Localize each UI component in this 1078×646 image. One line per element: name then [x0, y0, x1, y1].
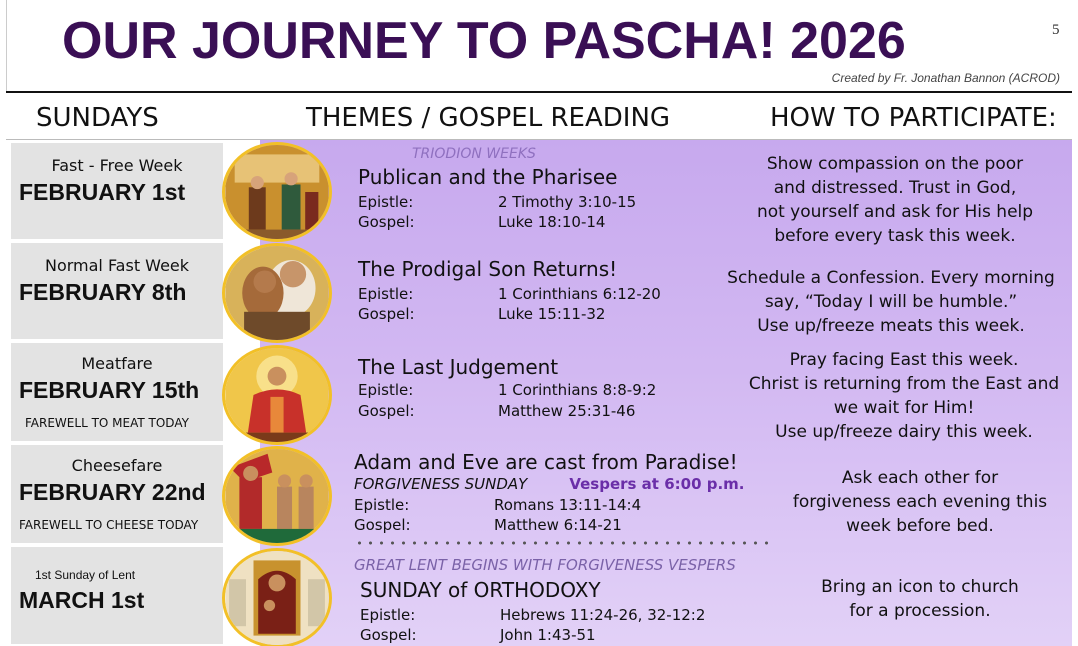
week-theme: The Prodigal Son Returns! [358, 257, 618, 281]
epistle-reading [358, 284, 661, 304]
gospel-label: Gospel: [358, 305, 415, 323]
participate-line: Use up/freeze meats this week. [757, 316, 1025, 336]
epistle-label: Epistle: [358, 193, 414, 211]
epistle-reading [358, 380, 656, 400]
gospel-ref: Matthew 25:31-46 [498, 402, 636, 420]
week-theme: SUNDAY of ORTHODOXY [360, 578, 601, 602]
participate-line: Pray facing East this week. [789, 350, 1019, 370]
epistle-label: Epistle: [358, 381, 414, 399]
sunday-label-feb-22 [11, 445, 223, 545]
participate-line: Use up/freeze dairy this week. [775, 422, 1033, 442]
gospel-ref: Luke 15:11-32 [498, 305, 606, 323]
sunday-label-feb-15 [11, 343, 223, 443]
left-rule [6, 0, 7, 92]
week-theme: Adam and Eve are cast from Paradise! [354, 450, 738, 474]
epistle-ref: 1 Corinthians 6:12-20 [498, 285, 661, 303]
week-theme: The Last Judgement [358, 355, 559, 379]
gospel-ref: Luke 18:10-14 [498, 213, 606, 231]
epistle-ref: 1 Corinthians 8:8-9:2 [498, 381, 657, 399]
participate-line: forgiveness each evening this [792, 492, 1048, 512]
epistle-label: Epistle: [358, 285, 414, 303]
epistle-reading [354, 495, 641, 515]
gospel-reading [358, 304, 605, 324]
epistle-reading [358, 192, 636, 212]
participate-text [770, 466, 1070, 538]
vespers-time: Vespers at 6:00 p.m. [569, 475, 745, 493]
participate-line: and distressed. Trust in God, [773, 178, 1017, 198]
sunday-label-feb-1 [11, 143, 223, 241]
forgiveness-sunday-tag: FORGIVENESS SUNDAY [354, 475, 528, 493]
sundays-column-header: SUNDAYS [36, 103, 159, 133]
participate-text [740, 152, 1050, 248]
sunday-date: FEBRUARY 22nd [19, 479, 206, 505]
gospel-label: Gospel: [360, 626, 417, 644]
forgiveness-sunday-line [354, 474, 745, 494]
gospel-reading [358, 212, 605, 232]
participate-text [790, 575, 1050, 623]
sunday-date: FEBRUARY 1st [19, 179, 186, 205]
epistle-ref: Hebrews 11:24-26, 32-12:2 [500, 606, 706, 624]
participate-column-header: HOW TO PARTICIPATE: [770, 103, 1057, 133]
publican-pharisee-icon [222, 142, 332, 242]
prodigal-son-icon [222, 243, 332, 343]
epistle-label: Epistle: [354, 496, 410, 514]
week-subtitle: Cheesefare [71, 456, 163, 475]
gospel-reading [354, 515, 622, 535]
epistle-ref: 2 Timothy 3:10-15 [498, 193, 637, 211]
epistle-reading [360, 605, 705, 625]
theotokos-icon [222, 548, 332, 646]
week-subtitle: Meatfare [81, 354, 153, 373]
participate-line: not yourself and ask for His help [756, 202, 1034, 222]
participate-line: week before bed. [846, 516, 994, 536]
participate-line: Bring an icon to church [821, 577, 1019, 597]
last-judgement-icon [222, 345, 332, 445]
farewell-note: FAREWELL TO CHEESE TODAY [19, 518, 199, 532]
sunday-label-feb-8 [11, 243, 223, 341]
gospel-label: Gospel: [358, 402, 415, 420]
themes-column-header: THEMES / GOSPEL READING [306, 103, 671, 133]
header-rule [6, 91, 1072, 93]
participate-line: Schedule a Confession. Every morning [727, 268, 1055, 288]
sunday-date: FEBRUARY 8th [19, 279, 187, 305]
gospel-reading [360, 625, 596, 645]
gospel-reading [358, 401, 635, 421]
sunday-label-mar-1 [11, 547, 223, 646]
gospel-ref: Matthew 6:14-21 [494, 516, 622, 534]
page-title: OUR JOURNEY TO PASCHA! 2026 [62, 12, 906, 70]
credit-line: Created by Fr. Jonathan Bannon (ACROD) [831, 71, 1060, 85]
participate-line: Ask each other for [841, 468, 999, 488]
gospel-label: Gospel: [358, 213, 415, 231]
week-theme: Publican and the Pharisee [358, 165, 618, 189]
farewell-note: FAREWELL TO MEAT TODAY [25, 416, 189, 430]
sunday-date: FEBRUARY 15th [19, 377, 200, 403]
gospel-ref: John 1:43-51 [500, 626, 596, 644]
week-subtitle: Fast - Free Week [51, 156, 183, 175]
week-subtitle: Normal Fast Week [44, 256, 190, 275]
triodion-weeks-tag: TRIODION WEEKS [412, 146, 536, 162]
participate-line: for a procession. [849, 601, 991, 621]
participate-line: say, “Today I will be humble.” [764, 292, 1018, 312]
participate-line: before every task this week. [774, 226, 1016, 246]
week-subtitle: 1st Sunday of Lent [35, 568, 136, 582]
participate-line: Show compassion on the poor [766, 154, 1024, 174]
participate-text [736, 348, 1072, 444]
epistle-label: Epistle: [360, 606, 416, 624]
great-lent-tag: GREAT LENT BEGINS WITH FORGIVENESS VESPERS [354, 556, 736, 574]
expulsion-paradise-icon [222, 446, 332, 546]
participate-line: we wait for Him! [833, 398, 975, 418]
sunday-date: MARCH 1st [19, 587, 145, 613]
epistle-ref: Romans 13:11-14:4 [494, 496, 642, 514]
dotted-divider [354, 541, 774, 545]
participate-line: Christ is returning from the East and [748, 374, 1060, 394]
participate-text [716, 266, 1066, 338]
page-number: 5 [1052, 22, 1060, 38]
gospel-label: Gospel: [354, 516, 411, 534]
